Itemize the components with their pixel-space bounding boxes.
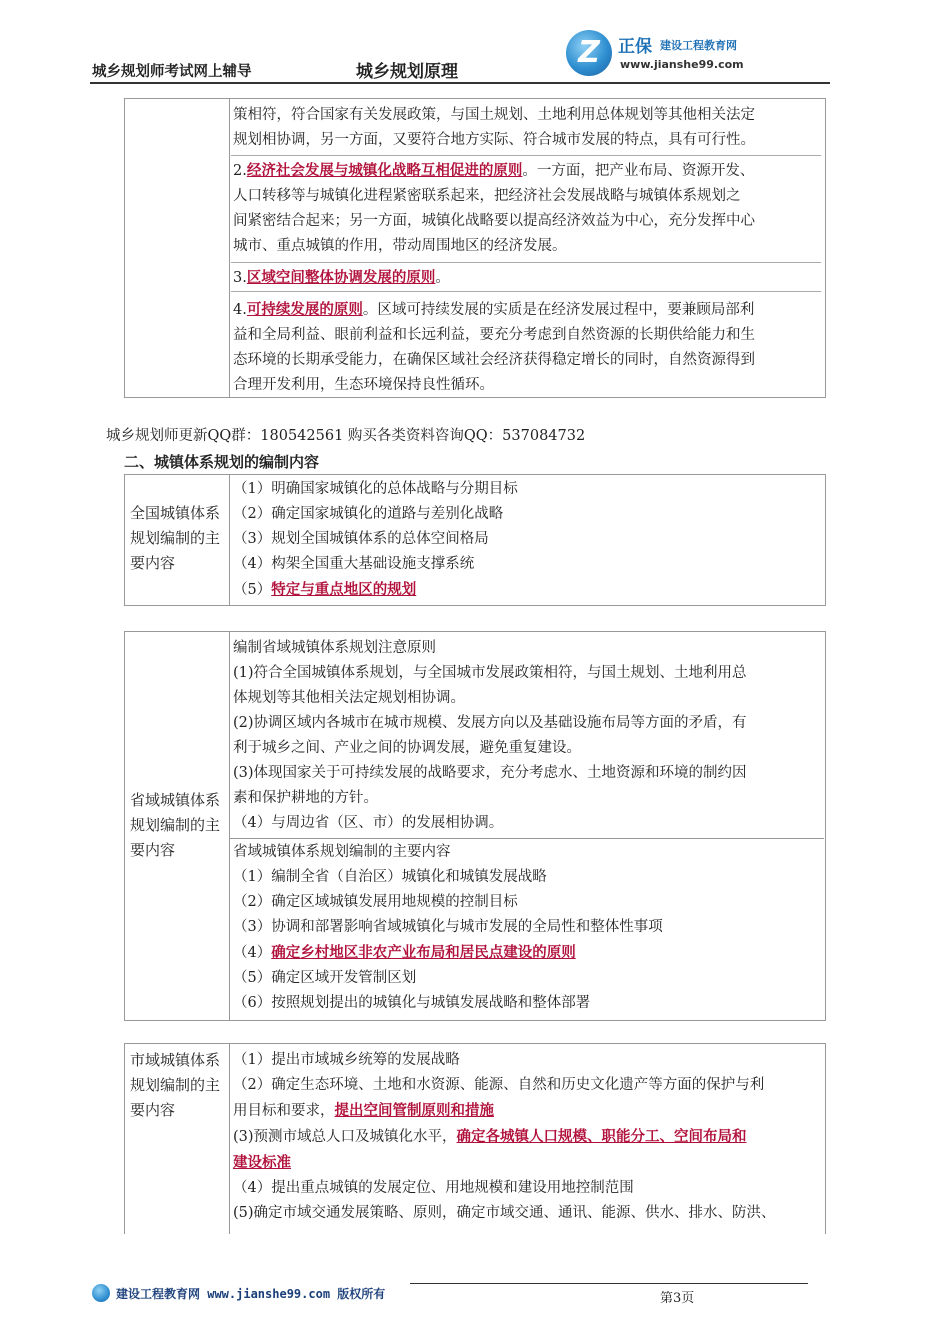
text-line: （4）与周边省（区、市）的发展相协调。 [233, 815, 504, 831]
table-row [231, 103, 821, 156]
text-line: 态环境的长期承受能力，在确保区域社会经济获得稳定增长的同时，自然资源得到 [233, 352, 755, 368]
label-line: 市域城镇体系 [130, 1051, 221, 1069]
logo-url[interactable]: www.jianshe99.com [620, 58, 744, 71]
highlight-term: 经济社会发展与城镇化战略互相促进的原则 [246, 162, 523, 179]
footer-copyright[interactable]: 建设工程教育网 www.jianshe99.com 版权所有 [116, 1287, 386, 1301]
block-title: 省域城镇体系规划编制的主要内容 [233, 844, 451, 860]
highlight-term: 确定乡村地区非农产业布局和居民点建设的原则 [271, 944, 576, 961]
list-item: （2）确定国家城镇化的道路与差别化战略 [233, 506, 504, 522]
list-item: (5)确定市域交通发展策略、原则，确定市域交通、通讯、能源、供水、排水、防洪、 [233, 1205, 776, 1221]
item-number: 3. [233, 270, 247, 286]
table-row [231, 297, 821, 397]
text-line: (3)体现国家关于可持续发展的战略要求，充分考虑水、土地资源和环境的制约因 [233, 765, 747, 781]
list-item: （1）提出市域城乡统筹的发展战略 [233, 1052, 460, 1068]
national-system-label [130, 501, 230, 576]
header-left-title: 城乡规划师考试网上辅导 [92, 64, 252, 80]
text-fragment: 。区域可持续发展的实质是在经济发展过程中，要兼顾局部利 [362, 302, 755, 318]
list-item: （5）确定区域开发管制区划 [233, 970, 417, 986]
list-item: （4）提出重点城镇的发展定位、用地规模和建设用地控制范围 [233, 1180, 634, 1196]
highlight-term: 提出空间管制原则和措施 [334, 1102, 494, 1119]
highlight-term: 特定与重点地区的规划 [271, 581, 417, 598]
text-line: 体规划等其他相关法定规划相协调。 [233, 690, 465, 706]
label-line: 规划编制的主 [130, 529, 221, 547]
text-fragment: 。 [435, 270, 450, 286]
text-fragment: 。一方面，把产业布局、资源开发、 [522, 163, 755, 179]
list-item [233, 577, 821, 603]
text-line: 编制省域城镇体系规划注意原则 [233, 640, 436, 656]
list-item: （6）按照规划提出的城镇化与城镇发展战略和整体部署 [233, 995, 591, 1011]
text-line: 规划相协调，另一方面，又要符合地方实际、符合城市发展的特点，具有可行性。 [233, 132, 755, 148]
table-row [231, 265, 821, 292]
list-item: （3）协调和部署影响省域城镇化与城市发展的全局性和整体性事项 [233, 919, 663, 935]
list-item: （4）构架全国重大基础设施支撑系统 [233, 556, 475, 572]
text-line: 人口转移等与城镇化进程紧密联系起来，把经济社会发展战略与城镇体系规划之 [233, 188, 741, 204]
qq-contact-line: 城乡规划师更新QQ群：180542561 购买各类资料咨询QQ：537084732 [106, 428, 586, 444]
logo-subbrand: 建设工程教育网 [660, 39, 737, 52]
provincial-contents [233, 840, 821, 1016]
logo-brand: 正保 [618, 37, 652, 57]
provincial-principles [233, 636, 821, 836]
list-item: （2）确定生态环境、土地和水资源、能源、自然和历史文化遗产等方面的保护与利 [233, 1077, 765, 1093]
item-number: （5） [233, 582, 272, 598]
label-line: 要内容 [130, 1101, 176, 1119]
item-number: 2. [233, 163, 247, 179]
footer-logo-icon [92, 1284, 110, 1302]
highlight-term: 确定各城镇人口规模、职能分工、空间布局和 [456, 1128, 747, 1145]
text-line: 策相符，符合国家有关发展政策，与国土规划、土地利用总体规划等其他相关法定 [233, 107, 755, 123]
provincial-system-label [130, 788, 230, 863]
municipal-system-items [233, 1048, 821, 1226]
list-item [233, 940, 821, 966]
highlight-term: 建设标准 [233, 1154, 291, 1171]
list-item: （3）规划全国城镇体系的总体空间格局 [233, 531, 489, 547]
highlight-term: 区域空间整体协调发展的原则 [246, 269, 436, 286]
label-line: 要内容 [130, 554, 176, 572]
national-system-items [233, 477, 821, 603]
list-item: （2）确定区域城镇发展用地规模的控制目标 [233, 894, 518, 910]
section-heading: 二、城镇体系规划的编制内容 [124, 453, 320, 471]
header-divider [90, 82, 830, 84]
page-number: 第3页 [660, 1291, 695, 1306]
text-fragment: 用目标和要求， [233, 1103, 335, 1119]
highlight-term: 可持续发展的原则 [246, 301, 363, 318]
text-line: 合理开发利用，生态环境保持良性循环。 [233, 377, 494, 393]
text-line: 素和保护耕地的方针。 [233, 790, 378, 806]
text-line: (2)协调区域内各城市在城市规模、发展方向以及基础设施布局等方面的矛盾，有 [233, 715, 747, 731]
item-number: 4. [233, 302, 247, 318]
text-line: 城市、重点城镇的作用，带动周围地区的经济发展。 [233, 238, 567, 254]
label-line: 省域城镇体系 [130, 791, 221, 809]
text-line: 利于城乡之间、产业之间的协调发展，避免重复建设。 [233, 740, 581, 756]
footer-divider [410, 1283, 808, 1284]
table-row [231, 158, 821, 263]
text-line: 益和全局利益、眼前利益和长远利益，要充分考虑到自然资源的长期供给能力和生 [233, 327, 755, 343]
label-line: 全国城镇体系 [130, 504, 221, 522]
list-item [233, 1124, 821, 1150]
list-item: （1）编制全省（自治区）城镇化和城镇发展战略 [233, 869, 547, 885]
municipal-system-label [130, 1048, 230, 1123]
text-line: 间紧密结合起来；另一方面，城镇化战略要以提高经济效益为中心，充分发挥中心 [233, 213, 755, 229]
text-fragment: (3)预测市域总人口及城镇化水平， [233, 1129, 457, 1145]
principles-table-right-column [231, 103, 821, 397]
logo-z-glyph: Z [578, 35, 600, 70]
label-line: 规划编制的主 [130, 1076, 221, 1094]
list-item: （1）明确国家城镇化的总体战略与分期目标 [233, 481, 518, 497]
list-item [233, 1150, 821, 1176]
item-number: （4） [233, 945, 272, 961]
label-line: 规划编制的主 [130, 816, 221, 834]
header-center-title: 城乡规划原理 [356, 62, 458, 82]
text-line: (1)符合全国城镇体系规划，与全国城市发展政策相符，与国土规划、土地利用总 [233, 665, 747, 681]
label-line: 要内容 [130, 841, 176, 859]
list-item [233, 1098, 821, 1124]
